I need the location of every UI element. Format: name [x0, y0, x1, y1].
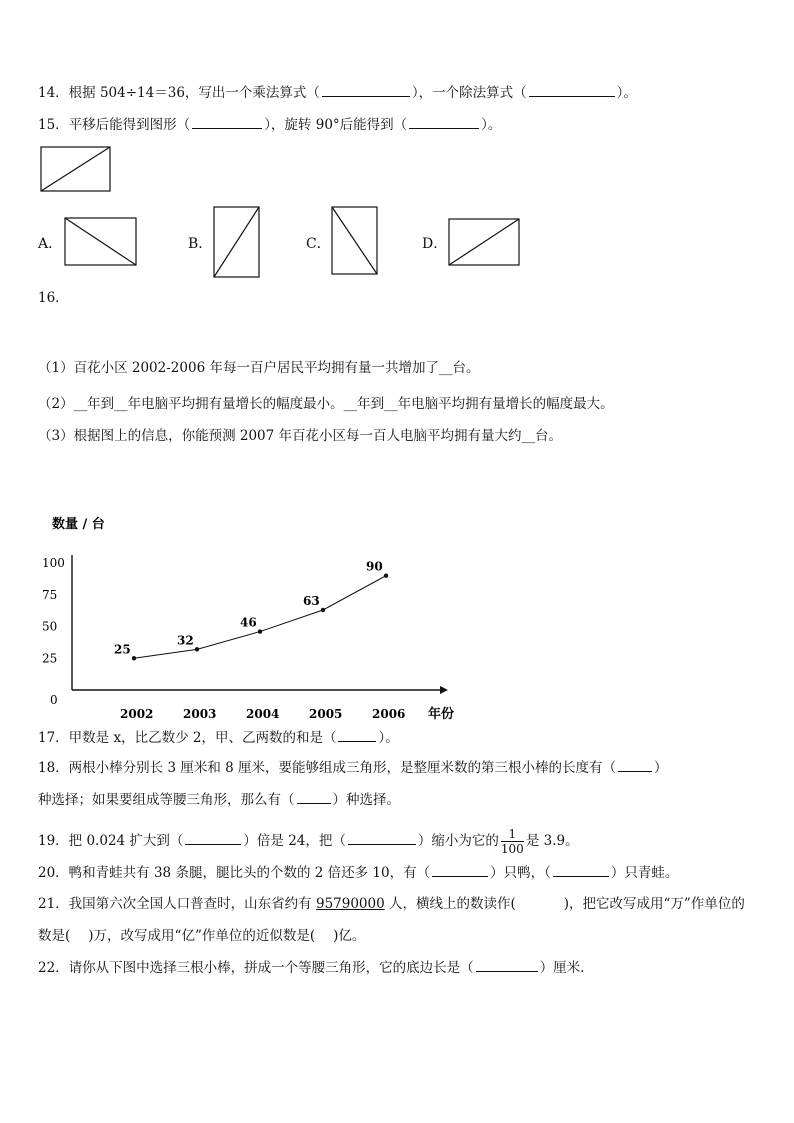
question-17: 17．甲数是 x，比乙数少 2，甲、乙两数的和是（ ）。: [38, 727, 399, 748]
chart-y-tick-label: 25: [42, 651, 58, 666]
chart-x-tick-label: 2005: [309, 707, 343, 721]
chart-x-axis-arrow: [440, 686, 448, 694]
population-number: 95790000: [315, 896, 385, 912]
chart-x-tick-label: 2002: [120, 707, 154, 721]
chart-y-tick-label: 75: [42, 587, 58, 602]
answer-blank[interactable]: [322, 82, 410, 97]
option-d-figure[interactable]: [448, 218, 521, 267]
chart-data-point: [132, 656, 136, 660]
answer-blank[interactable]: [348, 830, 416, 845]
answer-blank[interactable]: [338, 727, 376, 742]
chart-x-tick-label: 2006: [372, 707, 406, 721]
question-21-line-2: 数是( )万，改写成用“亿”作单位的近似数是( )亿。: [38, 928, 366, 944]
chart-data-point: [321, 608, 325, 612]
chart-data-label: 90: [366, 559, 383, 574]
chart-series-line: [134, 576, 386, 659]
answer-blank[interactable]: [432, 862, 488, 877]
chart-data-label: 63: [303, 593, 320, 608]
option-c-figure[interactable]: [331, 206, 379, 276]
answer-blank[interactable]: [553, 862, 609, 877]
answer-blank[interactable]: [185, 830, 241, 845]
option-d-label: D．: [422, 236, 448, 252]
question-16-label: 16．: [38, 290, 69, 306]
chart-data-point: [258, 629, 262, 633]
question-14: 14．根据 504÷14＝36，写出一个乘法算式（ ），一个除法算式（ ）。: [38, 82, 637, 103]
option-a-figure[interactable]: [64, 217, 138, 267]
chart-y-tick-label: 100: [42, 556, 65, 570]
question-18-line-2: 种选择；如果要组成等腰三角形，那么有（ ）种选择。: [38, 789, 400, 810]
fraction-one-hundredth: $\frac{1}{100}$: [500, 827, 524, 856]
question-16-part-1: （1）百花小区 2002-2006 年每一百户居民平均拥有量一共增加了__台。: [38, 360, 480, 376]
question-16-part-3: （3）根据图上的信息，你能预测 2007 年百花小区每一百人电脑平均拥有量大约__台。: [38, 428, 563, 444]
chart-data-point: [195, 647, 199, 651]
option-a-label: A．: [38, 236, 63, 252]
question-15: 15．平移后能得到图形（ ），旋转 90°后能得到（ ）。: [38, 114, 501, 135]
answer-blank[interactable]: [618, 757, 652, 772]
question-22: 22．请你从下图中选择三根小棒，拼成一个等腰三角形，它的底边长是（ ）厘米.: [38, 957, 584, 978]
original-rectangle-figure: [40, 146, 112, 192]
option-b-figure[interactable]: [213, 206, 261, 279]
chart-y-tick-label: 0: [50, 693, 58, 707]
answer-blank[interactable]: [529, 82, 615, 97]
answer-blank[interactable]: [297, 789, 331, 804]
question-16-part-2: （2）__年到__年电脑平均拥有量增长的幅度最小。__年到__年电脑平均拥有量增长的幅度最大。: [38, 396, 614, 412]
chart-x-tick-label: 2003: [183, 707, 217, 721]
option-c-label: C．: [306, 236, 331, 252]
question-18-line-1: 18．两根小棒分别长 3 厘米和 8 厘米，要能够组成三角形，是整厘米数的第三根小棒的长度有（ ）: [38, 757, 668, 778]
computer-ownership-line-chart: [30, 505, 470, 725]
chart-data-label: 25: [114, 642, 131, 657]
question-19: 19．把 0.024 扩大到（ ）倍是 24，把（ ）缩小为它的 $\frac{1}{100}$ 是 3.9。: [38, 827, 579, 856]
chart-x-axis-label: 年份: [428, 707, 455, 722]
question-20: 20．鸭和青蛙共有 38 条腿，腿比头的个数的 2 倍还多 10，有（ ）只鸭，（ ）只青蛙。: [38, 862, 678, 883]
answer-blank[interactable]: [409, 114, 479, 129]
question-21-line-1: 21．我国第六次全国人口普查时，山东省约有 95790000 人，横线上的数读作( )，把它改写成用“万”作单位的: [38, 896, 745, 912]
chart-x-tick-label: 2004: [246, 707, 280, 721]
chart-data-point: [384, 574, 388, 578]
chart-y-axis-label: 数量 / 台: [52, 517, 105, 532]
chart-data-label: 32: [177, 633, 194, 648]
option-b-label: B．: [188, 236, 213, 252]
answer-blank[interactable]: [192, 114, 262, 129]
chart-data-label: 46: [240, 615, 257, 630]
answer-blank[interactable]: [476, 957, 538, 972]
chart-y-tick-label: 50: [42, 619, 58, 634]
